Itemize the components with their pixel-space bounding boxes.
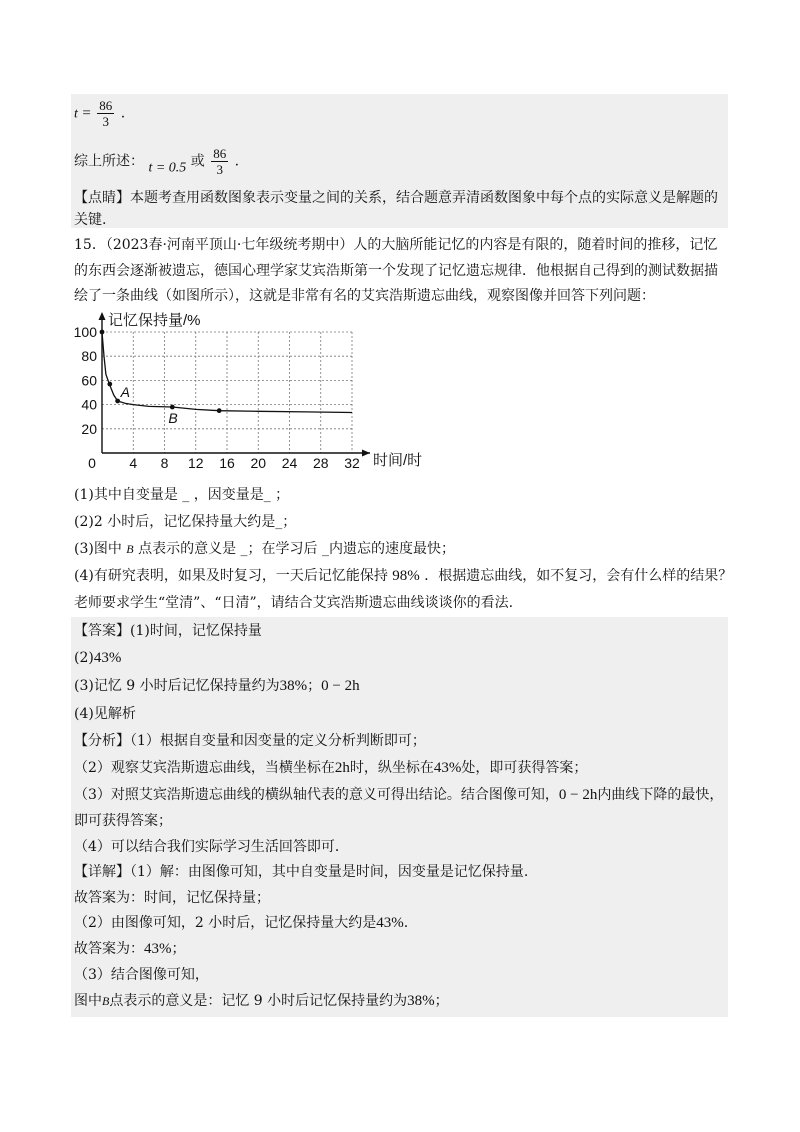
fraction-numerator: 86 <box>99 98 113 113</box>
t-equation <box>74 98 125 129</box>
data-point <box>217 408 222 413</box>
analysis-3 <box>74 784 723 806</box>
detail-4 <box>74 938 186 960</box>
fraction-86-3 <box>97 98 114 129</box>
x-tick-label: 24 <box>281 455 298 471</box>
d4-prefix: 故答案为： <box>74 941 144 957</box>
x-tick-label: 8 <box>160 455 169 471</box>
fraction-numerator: 86 <box>213 146 227 161</box>
summary-label: 综上所述： <box>74 153 144 170</box>
detail-6 <box>74 990 449 1012</box>
y-tick-label: 100 <box>73 324 97 340</box>
x-tick-label: 0 <box>88 455 96 471</box>
comment-line-2: 关键. <box>74 212 107 228</box>
comment-line-1: 【点睛】本题考查用函数图象表示变量之间的关系，结合题意弄清函数图象中每个点的实际意义是解题的 <box>74 190 718 206</box>
point-label-b: B <box>168 410 178 427</box>
fraction-denominator: 3 <box>216 162 223 177</box>
d3-prefix: （2）由图像可知，2 小时后，记忆保持量大约是 <box>74 915 377 931</box>
q3-prefix: (3)图中 <box>74 541 122 557</box>
q4-prefix: (4)有研究表明，如果及时复习，一天后记忆能保持 <box>74 568 388 584</box>
an2-prefix: （2）观察艾宾浩斯遗忘曲线，当横坐标在 <box>74 760 335 776</box>
answer-2 <box>74 647 121 669</box>
y-axis-label: 记忆保持量/% <box>108 312 201 329</box>
fraction-86-3-b <box>211 146 228 177</box>
d3-end: . <box>403 915 409 931</box>
equals-sign: = <box>82 105 91 122</box>
an3-rest: 内曲线下降的最快， <box>597 787 724 803</box>
x-axis-label: 时间/时 <box>373 452 423 469</box>
an2-hours: 2h <box>334 760 350 776</box>
d6-percent: 38% <box>407 993 435 1009</box>
answer-1: 【答案】(1)时间，记忆保持量 <box>74 623 262 639</box>
sub-question-4-line-2: 老师要求学生“堂清”、“日清”，请结合艾宾浩斯遗忘曲线谈谈你的看法. <box>74 595 514 611</box>
sub-question-2: (2)2 小时后，记忆保持量大约是_； <box>74 514 297 530</box>
sub-question-3 <box>74 538 455 560</box>
analysis-4: （4）可以结合我们实际学习生活回答即可． <box>74 839 349 855</box>
y-tick-label: 20 <box>81 420 97 437</box>
data-point <box>115 399 120 404</box>
an2-middle: 时，纵坐标在 <box>349 760 434 776</box>
q3-point-b: B <box>126 542 134 556</box>
a3-range: 0 − 2h <box>321 678 360 694</box>
answer-3 <box>74 675 360 697</box>
question-line-1: 15．（2023春·河南平顶山·七年级统考期中）人的大脑所能记忆的内容是有限的，随着时间的推移，记忆 <box>74 237 718 253</box>
fraction-denominator: 3 <box>102 114 110 129</box>
an3-range: 0 − 2h <box>558 787 598 803</box>
d4-percent: 43% <box>144 941 172 957</box>
x-axis-arrow-icon <box>362 450 370 457</box>
an2-percent: 43% <box>433 760 462 776</box>
question-line-2: 的东西会逐渐被遗忘，德国心理学家艾宾浩斯第一个发现了记忆遗忘规律．他根据自己得到的测试数据描 <box>74 263 718 279</box>
detail-3 <box>74 912 408 934</box>
analysis-1: 【分析】（1）根据自变量和因变量的定义分析判断即可； <box>74 733 426 749</box>
detail-2: 故答案为：时间，记忆保持量； <box>74 890 270 906</box>
an2-rest: 处，即可获得答案； <box>461 760 588 776</box>
y-tick-label: 80 <box>81 348 97 365</box>
a3-sep: ； <box>307 678 322 694</box>
forgetting-curve-chart <box>70 306 430 474</box>
an3-prefix: （3）对照艾宾浩斯遗忘曲线的横纵轴代表的意义可得出结论。结合图像可知， <box>74 787 559 803</box>
x-tick-label: 32 <box>344 455 360 471</box>
a3-prefix: (3)记忆 9 小时后记忆保持量约为 <box>74 678 280 694</box>
period: . <box>234 153 240 170</box>
x-tick-label: 16 <box>219 455 235 471</box>
sub-question-1: (1)其中自变量是 _ ，因变量是_ ； <box>74 487 290 503</box>
period: . <box>120 105 126 122</box>
x-tick-label: 12 <box>187 455 204 471</box>
detail-5: （3）结合图像可知， <box>74 967 209 983</box>
x-tick-label: 20 <box>250 455 267 471</box>
summary-or: 或 <box>190 153 205 170</box>
q3-rest: 点表示的意义是 _；在学习后 _内遗忘的速度最快； <box>138 541 455 557</box>
y-axis-arrow-icon <box>99 312 106 320</box>
sub-question-4 <box>74 565 732 587</box>
analysis-2 <box>74 757 587 779</box>
summary-t-value: t = 0.5 <box>148 160 187 176</box>
detail-1: 【详解】（1）解：由图像可知，其中自变量是时间，因变量是记忆保持量. <box>74 864 529 880</box>
d6-end: ； <box>434 993 449 1009</box>
x-tick-label: 28 <box>312 455 329 471</box>
d6-middle: 点表示的意义是：记忆 9 小时后记忆保持量约为 <box>109 993 408 1009</box>
data-point <box>107 382 112 387</box>
t-variable: t <box>74 106 78 122</box>
data-point <box>170 405 175 410</box>
d6-point-b: B <box>102 994 110 1008</box>
a3-percent: 38% <box>279 678 308 694</box>
a2-prefix: (2) <box>74 650 94 666</box>
d6-prefix: 图中 <box>74 993 102 1009</box>
answer-4: (4)见解析 <box>74 706 136 722</box>
x-tick-label: 4 <box>129 455 138 471</box>
data-point <box>100 330 105 335</box>
a2-percent: 43% <box>93 650 122 666</box>
summary-line <box>74 146 239 180</box>
q4-percent: 98% <box>392 568 420 584</box>
d3-percent: 43% <box>376 915 404 931</box>
q4-rest: ．根据遗忘曲线，如不复习，会有什么样的结果？ <box>424 568 733 584</box>
question-line-3: 绘了一条曲线（如图所示），这就是非常有名的艾宾浩斯遗忘曲线，观察图像并回答下列问题： <box>74 288 655 304</box>
analysis-3-line-2: 即可获得答案； <box>74 813 172 829</box>
y-tick-label: 40 <box>81 396 97 413</box>
y-tick-label: 60 <box>81 372 97 389</box>
point-label-a: A <box>120 383 130 400</box>
d4-end: ； <box>171 941 186 957</box>
